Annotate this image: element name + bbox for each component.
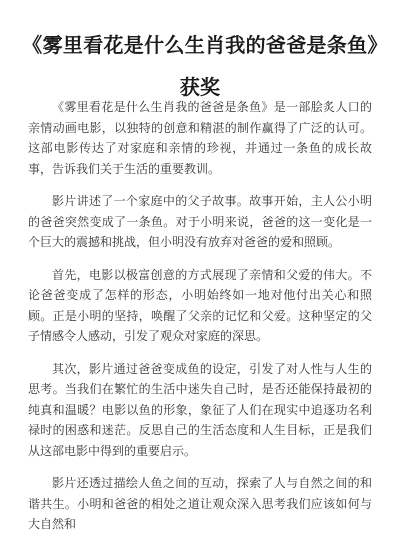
article-paragraph: 首先，电影以极富创意的方式展现了亲情和父爱的伟大。不论爸爸变成了怎样的形态，小明始终如一地对他付出关心和照顾。正是小明的坚持，唤醒了父亲的记忆和父爱。这种坚定的父子情感令人感动，引发了观众对家庭的深思。 <box>28 267 372 343</box>
article-paragraph: 《雾里看花是什么生肖我的爸爸是条鱼》是一部脍炙人口的亲情动画电影，以独特的创意和精湛的制作赢得了广泛的认可。这部电影传达了对家庭和亲情的珍视，并通过一条鱼的成长故事，告诉我们关于生活的重要教训。 <box>28 100 372 176</box>
article-title: 《雾里看花是什么生肖我的爸爸是条鱼》获奖 <box>22 33 378 99</box>
article-body <box>28 97 372 547</box>
article-paragraph: 其次，影片通过爸爸变成鱼的设定，引发了对人性与人生的思考。当我们在繁忙的生活中迷失自己时，是否还能保持最初的纯真和温暖？电影以鱼的形象，象征了人们在现实中追逐功名利禄时的困惑和迷茫。反思自己的生活态度和人生目标，正是我们从这部电影中得到的重要启示。 <box>28 361 372 458</box>
article-paragraph: 影片讲述了一个家庭中的父子故事。故事开始，主人公小明的爸爸突然变成了一条鱼。对于小明来说，爸爸的这一变化是一个巨大的震撼和挑战，但小明没有放弃对爸爸的爱和照顾。 <box>28 194 372 249</box>
article-paragraph: 影片还透过描绘人鱼之间的互动，探索了人与自然之间的和谐共生。小明和爸爸的相处之道让观众深入思考我们应该如何与大自然和 <box>28 476 372 531</box>
